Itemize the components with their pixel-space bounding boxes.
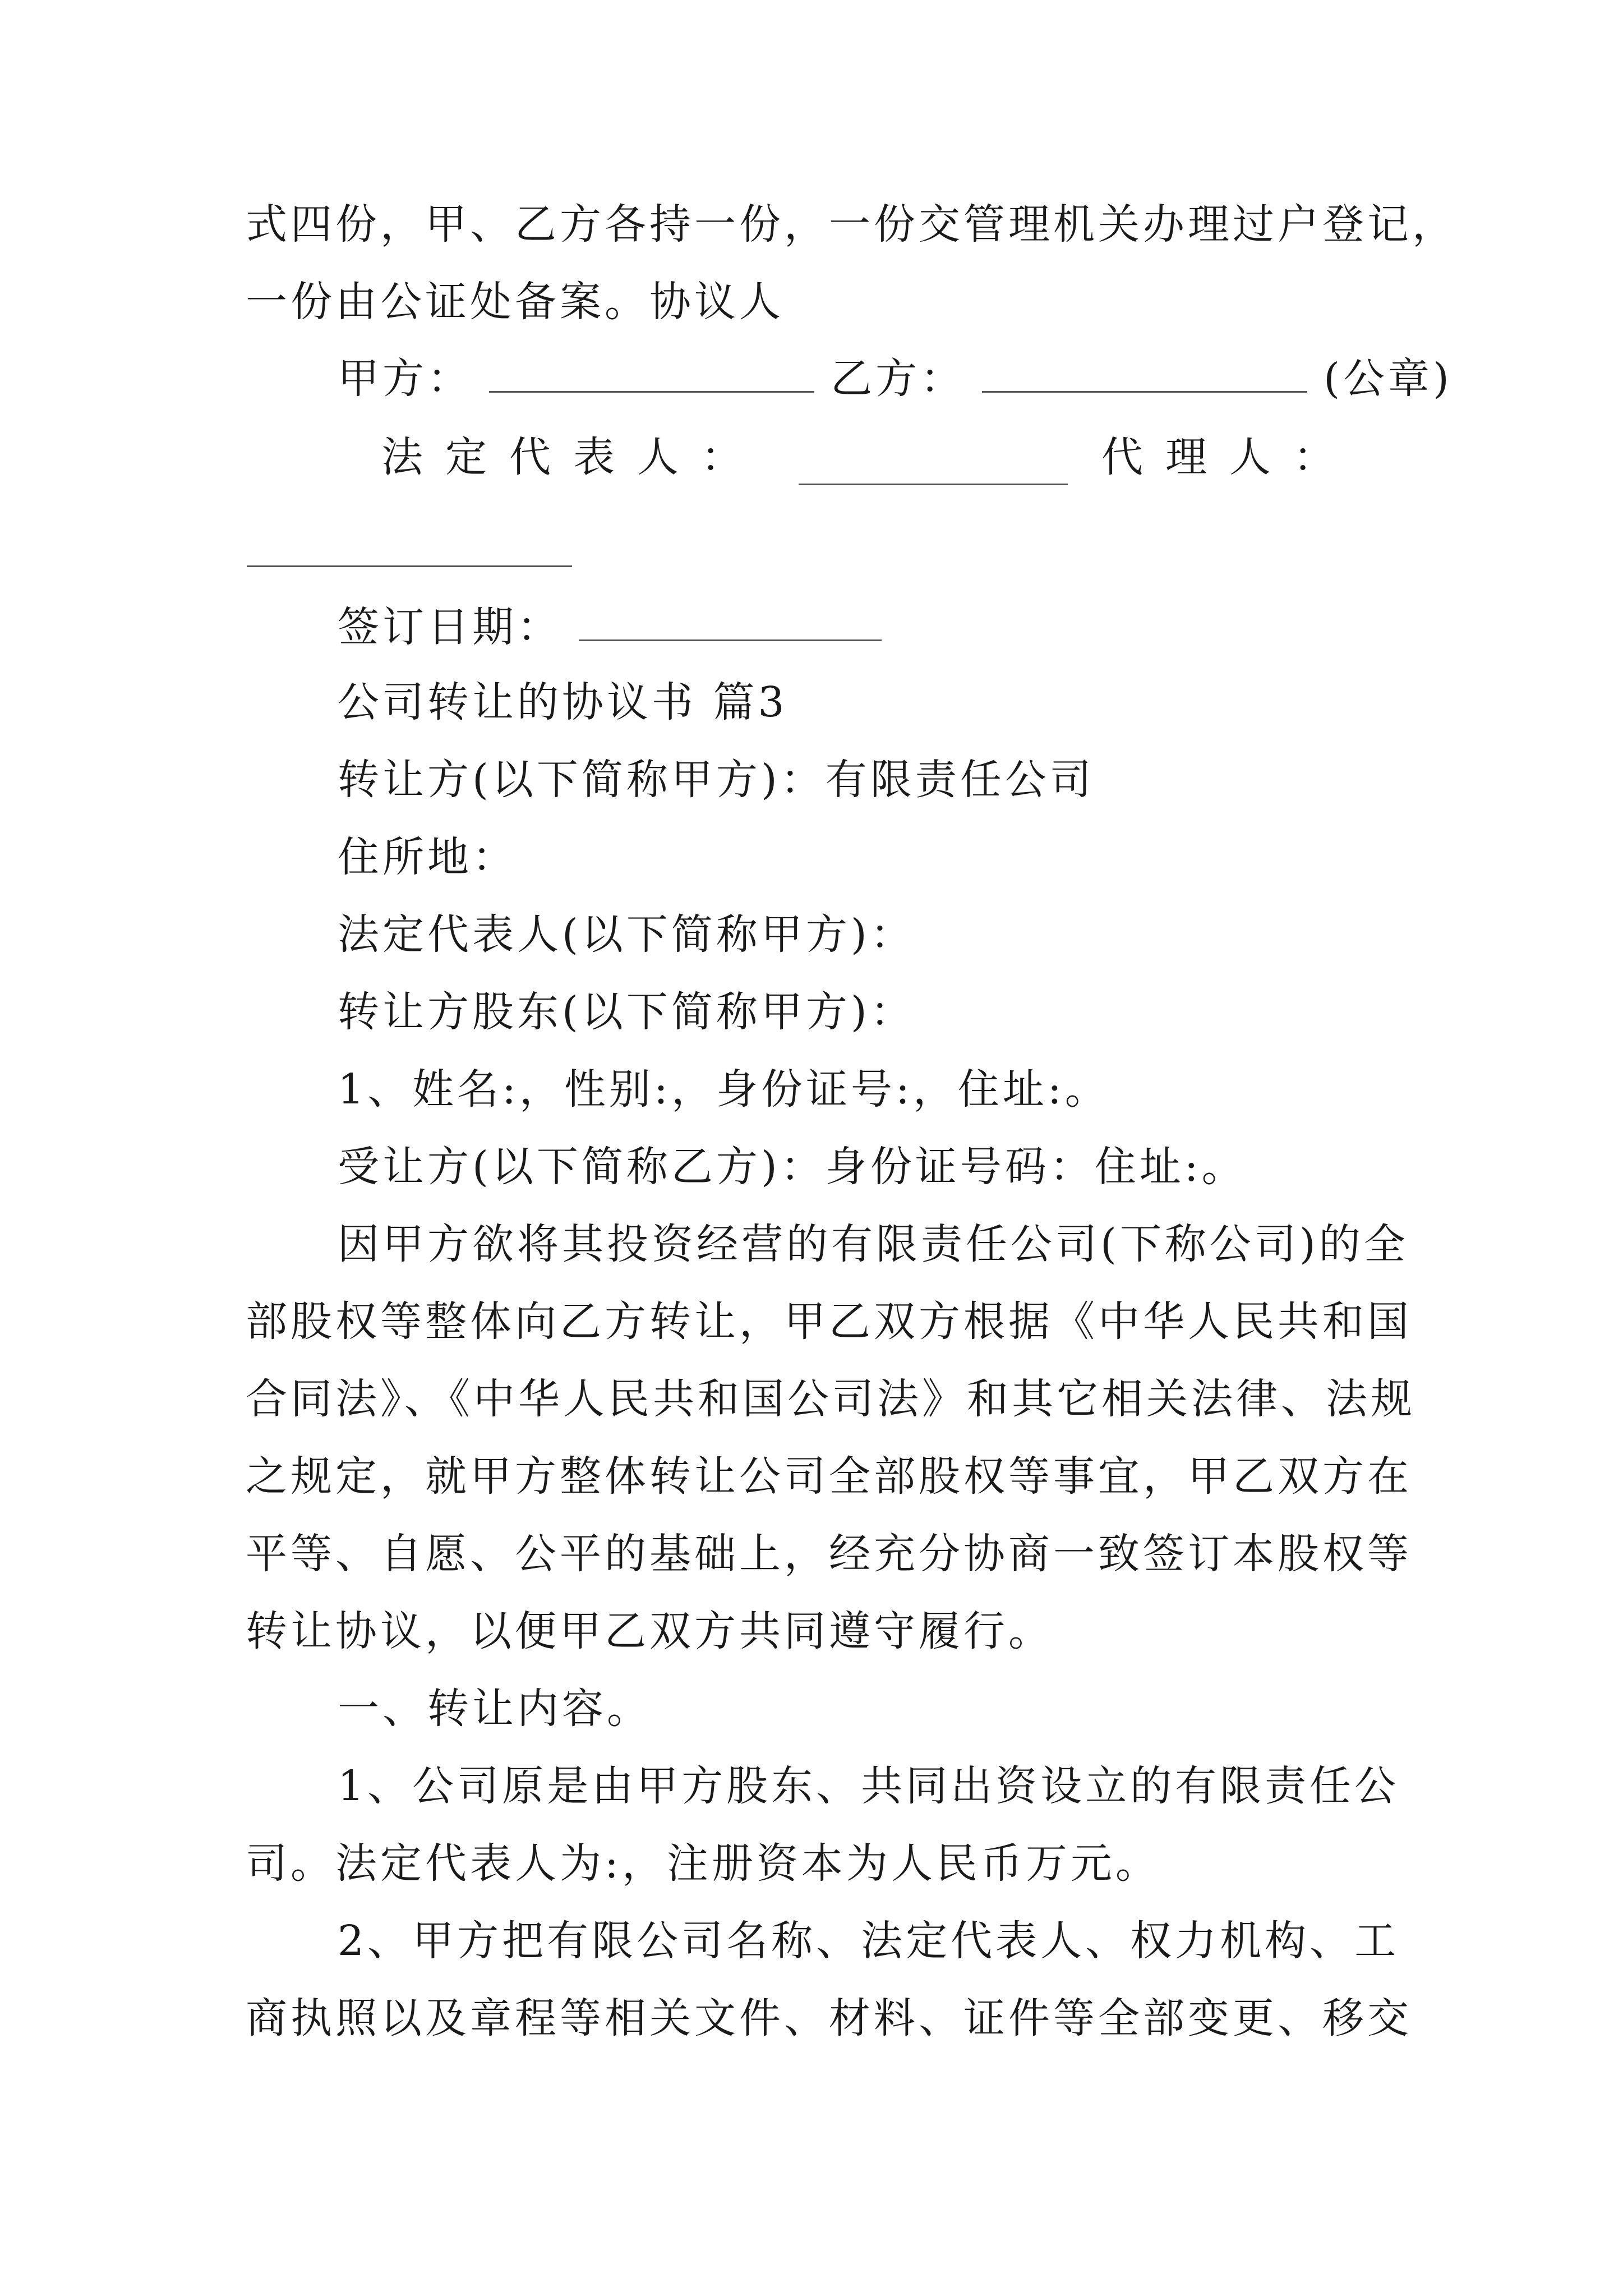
text-line: 1、公司原是由甲方股东、共同出资设立的有限责任公 [338,1762,1400,1810]
text-line: 转让方股东(以下简称甲方)： [338,988,915,1036]
text-line: 2、甲方把有限公司名称、法定代表人、权力机构、工 [338,1917,1400,1965]
text-line: 司。法定代表人为:，注册资本为人民币万元。 [246,1839,1160,1888]
text-line: 商执照以及章程等相关文件、材料、证件等全部变更、移交 [246,1994,1412,2042]
party-b-blank[interactable] [982,356,1307,393]
text-line: 一份由公证处备案。协议人 [246,278,784,326]
party-b-label: 乙方： [831,355,966,403]
signing-date-label: 签订日期： [338,603,562,651]
agent-label: 代理人： [1101,433,1357,481]
text-line: 转让方(以下简称甲方)：有限责任公司 [338,756,1095,804]
signing-date-blank[interactable] [579,605,882,641]
section-heading: 一、转让内容。 [338,1685,652,1733]
text-line: 法定代表人(以下简称甲方)： [338,910,915,959]
signature-rep-row [381,429,1357,485]
text-line: 因甲方欲将其投资经营的有限责任公司(下称公司)的全 [338,1220,1409,1268]
text-line: 合同法》、《中华人民共和国公司法》和其它相关法律、法规 [246,1375,1415,1423]
text-line: 部股权等整体向乙方转让，甲乙双方根据《中华人民共和国 [246,1297,1412,1346]
agent-blank[interactable] [247,565,572,567]
text-line: 平等、自愿、公平的基础上，经充分协商一致签订本股权等 [246,1530,1412,1578]
signing-date-row [338,599,882,655]
section-title: 公司转让的协议书 篇3 [338,678,788,726]
text-line: 之规定，就甲方整体转让公司全部股权等事宜，甲乙双方在 [246,1452,1412,1501]
text-line: 住所地： [338,833,517,881]
seal-label: (公章) [1324,355,1453,403]
text-line: 转让协议，以便甲乙双方共同遵守履行。 [246,1607,1053,1655]
legal-rep-blank[interactable] [799,449,1068,485]
text-line: 式四份，甲、乙方各持一份，一份交管理机关办理过户登记， [246,200,1457,249]
signature-party-row [338,351,1453,407]
legal-rep-label: 法定代表人： [381,433,765,481]
text-line: 1、姓名:，性别:，身份证号:，住址:。 [338,1065,1110,1114]
party-a-blank[interactable] [489,356,814,393]
party-a-label: 甲方： [338,355,472,403]
text-line: 受让方(以下简称乙方)：身份证号码：住址:。 [338,1143,1247,1191]
